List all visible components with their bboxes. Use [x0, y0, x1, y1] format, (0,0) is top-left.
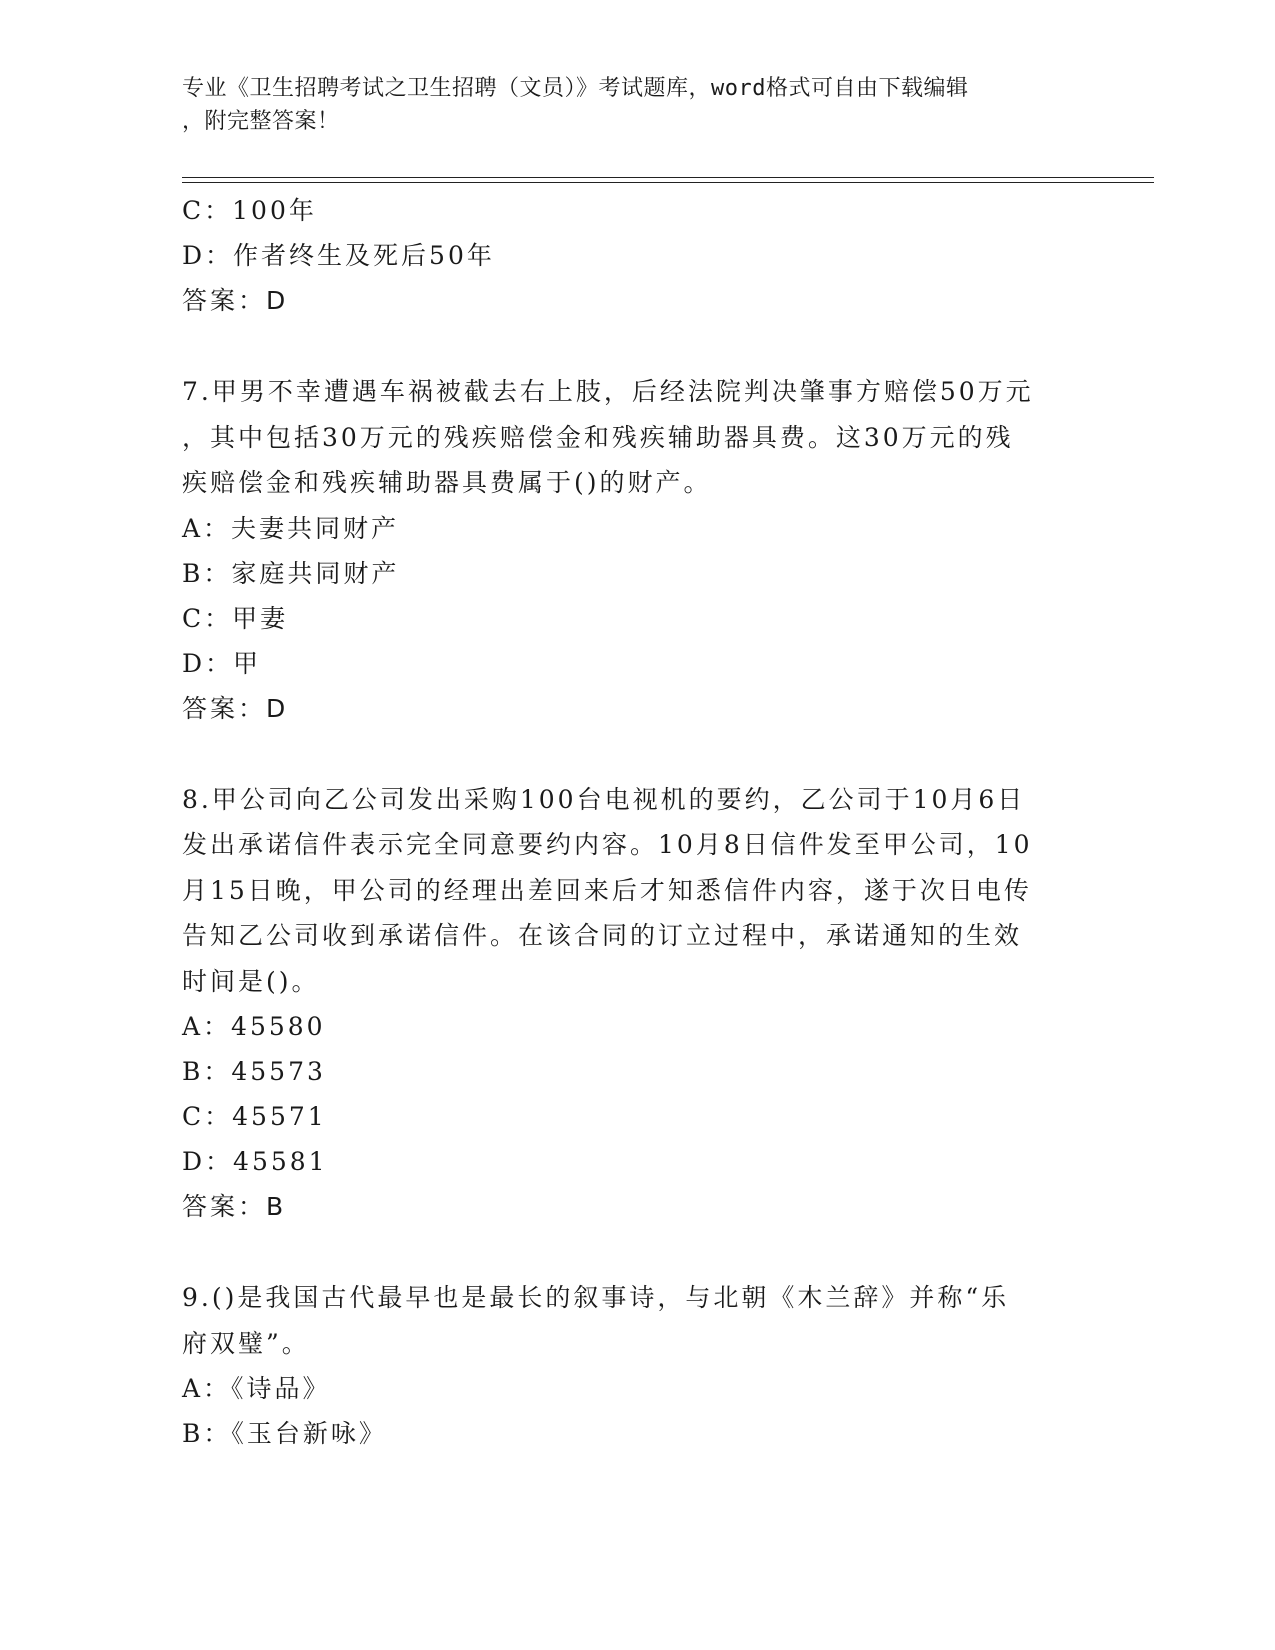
question-6	[182, 188, 1082, 323]
option-b: B：45573	[182, 1057, 326, 1086]
question-list	[182, 188, 1082, 1456]
question-7	[182, 369, 1082, 731]
header-line-1: 专业《卫生招聘考试之卫生招聘（文员）》考试题库，word格式可自由下载编辑	[182, 76, 969, 101]
answer: 答案：D	[182, 286, 289, 315]
question-line: 7.甲男不幸遭遇车祸被截去右上肢，后经法院判决肇事方赔偿50万元	[182, 377, 1034, 406]
question-line: 时间是()。	[182, 966, 320, 996]
header-rule-bottom	[182, 182, 1154, 183]
option-a: A：45580	[182, 1012, 326, 1041]
question-line: 9.()是我国古代最早也是最长的叙事诗，与北朝《木兰辞》并称“乐	[182, 1283, 1010, 1312]
option-c: C：甲妻	[182, 603, 289, 633]
answer: 答案：B	[182, 1192, 287, 1221]
question-line: 告知乙公司收到承诺信件。在该合同的订立过程中，承诺通知的生效	[182, 921, 1023, 950]
option-d: D：45581	[182, 1147, 328, 1176]
question-line: 发出承诺信件表示完全同意要约内容。10月8日信件发至甲公司，10	[182, 830, 1033, 859]
question-8	[182, 777, 1082, 1230]
answer: 答案：D	[182, 693, 289, 723]
option-d: D：作者终生及死后50年	[182, 241, 495, 270]
question-text	[182, 777, 1082, 1005]
option-b: B：《玉台新咏》	[182, 1419, 387, 1448]
question-line: 疾赔偿金和残疾辅助器具费属于()的财产。	[182, 468, 712, 497]
question-line: ，其中包括30万元的残疾赔偿金和残疾辅助器具费。这30万元的残	[182, 422, 1014, 452]
option-a: A：《诗品》	[182, 1374, 331, 1403]
option-b: B：家庭共同财产	[182, 558, 400, 588]
header-line-2: ，附完整答案！	[182, 109, 340, 134]
option-d: D：甲	[182, 648, 262, 678]
question-line: 8.甲公司向乙公司发出采购100台电视机的要约，乙公司于10月6日	[182, 784, 1026, 814]
question-line: 月15日晚，甲公司的经理出差回来后才知悉信件内容，遂于次日电传	[182, 875, 1032, 905]
option-a: A：夫妻共同财产	[182, 513, 400, 543]
option-c: C：100年	[182, 196, 317, 225]
question-9	[182, 1275, 1082, 1456]
header-rule-top	[182, 177, 1154, 178]
question-text	[182, 369, 1082, 506]
question-line: 府双璧”。	[182, 1328, 310, 1358]
option-c: C：45571	[182, 1102, 327, 1131]
document-header	[182, 72, 1082, 138]
question-text	[182, 1275, 1082, 1366]
